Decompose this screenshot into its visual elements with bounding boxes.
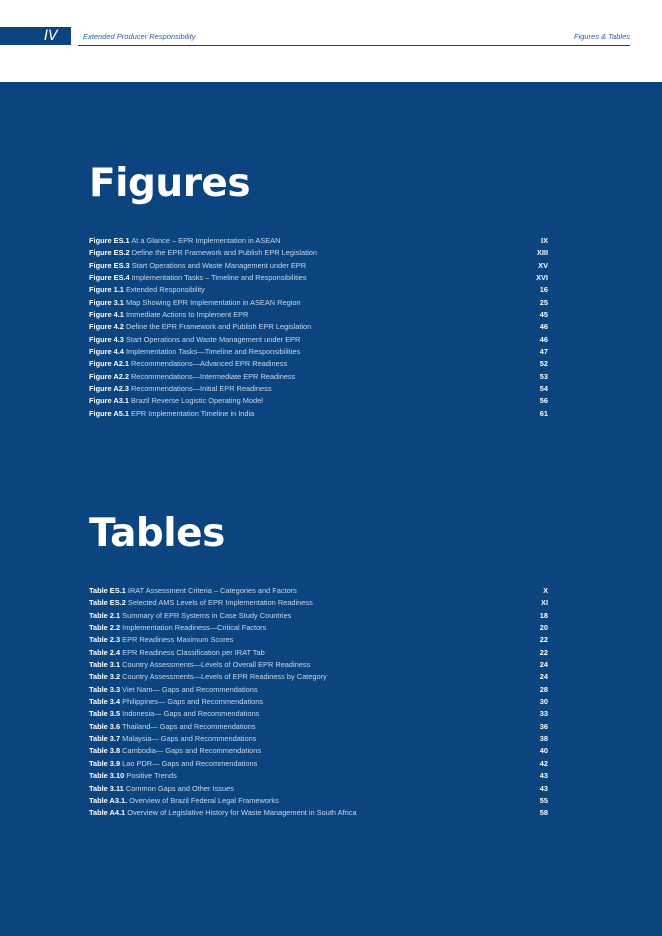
figure-page-number: XIII xyxy=(536,248,548,258)
table-title: Cambodia— Gaps and Recommendations xyxy=(122,746,262,756)
figure-label: Figure ES.3 xyxy=(89,260,130,270)
figure-title: Immediate Actions to Implement EPR xyxy=(125,310,249,320)
figure-page-number: 25 xyxy=(539,297,548,307)
figure-page-number: 56 xyxy=(539,396,548,406)
table-label: Table ES.1 xyxy=(89,586,126,595)
figure-title: Define the EPR Framework and Publish EPR Legislation xyxy=(125,322,312,332)
table-list-item[interactable] xyxy=(89,795,548,807)
table-label: Table 3.9 xyxy=(89,758,121,768)
table-list-item[interactable] xyxy=(89,708,548,720)
table-page-number: 24 xyxy=(539,672,548,682)
table-title: Country Assessments—Levels of EPR Readiness by Category xyxy=(122,672,327,682)
table-list-item[interactable] xyxy=(89,671,548,683)
figure-entry-text xyxy=(89,309,248,321)
figure-list-item[interactable] xyxy=(89,235,548,247)
table-page-number: 43 xyxy=(539,783,548,793)
figure-page-number: XV xyxy=(538,260,548,270)
figure-list-item[interactable] xyxy=(89,260,548,272)
figure-page-number: IX xyxy=(541,236,548,245)
figure-label: Figure ES.1 xyxy=(89,236,130,245)
table-entry-text xyxy=(89,770,177,782)
figure-list-item[interactable] xyxy=(89,346,548,358)
page-number: IV xyxy=(44,28,58,44)
table-entry-text xyxy=(89,659,310,671)
table-list-item[interactable] xyxy=(89,684,548,696)
figure-entry-text xyxy=(89,371,295,383)
figure-title: Recommendations—Advanced EPR Readiness xyxy=(131,359,288,369)
table-entry-text xyxy=(89,696,263,708)
figure-title: Map Showing EPR Implementation in ASEAN Region xyxy=(125,297,301,307)
figure-entry-text xyxy=(89,260,306,272)
table-label: Table 3.6 xyxy=(89,721,121,731)
figure-list-item[interactable] xyxy=(89,358,548,370)
table-title: Overview of Brazil Federal Legal Frameworks xyxy=(129,795,279,805)
table-label: Table A4.1 xyxy=(89,808,126,818)
figure-entry-text xyxy=(89,408,254,420)
table-title: Summary of EPR Systems in Case Study Countries xyxy=(122,610,292,620)
table-entry-text xyxy=(89,634,233,646)
table-title: Indonesia— Gaps and Recommendations xyxy=(122,709,260,719)
figure-entry-text xyxy=(89,272,307,284)
table-label: Table 3.1 xyxy=(89,660,121,670)
table-entry-text xyxy=(89,733,256,745)
table-list-item[interactable] xyxy=(89,745,548,757)
table-list-item[interactable] xyxy=(89,696,548,708)
table-title: EPR Readiness Maximum Scores xyxy=(122,635,234,645)
figure-page-number: 45 xyxy=(539,310,548,320)
figure-page-number: 52 xyxy=(539,359,548,369)
table-list-item[interactable] xyxy=(89,634,548,646)
table-entry-text xyxy=(89,684,258,696)
figure-entry-text xyxy=(89,235,280,247)
table-page-number: 42 xyxy=(539,758,548,768)
table-entry-text xyxy=(89,610,291,622)
figure-list-item[interactable] xyxy=(89,297,548,309)
table-page-number: 30 xyxy=(539,697,548,707)
table-page-number: 24 xyxy=(539,660,548,670)
header-divider xyxy=(78,45,630,46)
table-entry-text xyxy=(89,807,357,819)
figure-list-item[interactable] xyxy=(89,383,548,395)
figure-list-item[interactable] xyxy=(89,321,548,333)
figure-page-number: 46 xyxy=(539,334,548,344)
figure-label: Figure 1.1 xyxy=(89,285,124,295)
table-page-number: 20 xyxy=(539,623,548,633)
table-list-item[interactable] xyxy=(89,807,548,819)
figure-list-item[interactable] xyxy=(89,309,548,321)
figure-title: Start Operations and Waste Management under EPR xyxy=(131,260,307,270)
table-label: Table 3.11 xyxy=(89,783,124,793)
figure-entry-text xyxy=(89,358,287,370)
tables-list xyxy=(89,585,548,820)
table-label: Table A3.1. xyxy=(89,795,128,805)
table-list-item[interactable] xyxy=(89,733,548,745)
figure-entry-text xyxy=(89,395,263,407)
figure-label: Figure 4.1 xyxy=(89,310,124,320)
figure-label: Figure A2.2 xyxy=(89,371,129,381)
figures-list xyxy=(89,235,548,420)
figure-label: Figure ES.4 xyxy=(89,273,130,283)
figure-list-item[interactable] xyxy=(89,371,548,383)
table-page-number: 18 xyxy=(539,610,548,620)
running-header-document-title: Extended Producer Responsibility xyxy=(83,32,196,41)
table-page-number: 22 xyxy=(539,647,548,657)
figure-list-item[interactable] xyxy=(89,247,548,259)
table-title: Positive Trends xyxy=(126,771,177,781)
table-entry-text xyxy=(89,795,279,807)
table-title: Overview of Legislative History for Waste Management in South Africa xyxy=(127,808,357,818)
table-label: Table 3.5 xyxy=(89,709,121,719)
figure-label: Figure A3.1 xyxy=(89,396,129,406)
figure-entry-text xyxy=(89,383,272,395)
table-title: Country Assessments—Levels of Overall EPR Readiness xyxy=(122,660,311,670)
table-entry-text xyxy=(89,783,234,795)
figure-entry-text xyxy=(89,284,205,296)
tables-heading: Tables xyxy=(89,511,225,556)
table-label: Table 2.3 xyxy=(89,635,121,645)
table-page-number: 28 xyxy=(539,684,548,694)
table-list-item[interactable] xyxy=(89,622,548,634)
figure-list-item[interactable] xyxy=(89,334,548,346)
table-entry-text xyxy=(89,671,327,683)
table-title: Viet Nam— Gaps and Recommendations xyxy=(122,684,258,694)
table-list-item[interactable] xyxy=(89,758,548,770)
table-page-number: XI xyxy=(541,598,548,608)
table-entry-text xyxy=(89,647,265,659)
figure-list-item[interactable] xyxy=(89,272,548,284)
table-page-number: 58 xyxy=(539,808,548,818)
table-title: Selected AMS Levels of EPR Implementation Readiness xyxy=(127,598,313,608)
figure-title: Brazil Reverse Logistic Operating Model xyxy=(131,396,263,406)
table-label: Table 3.2 xyxy=(89,672,121,682)
figure-title: Implementation Tasks—Timeline and Responsibilities xyxy=(125,347,301,357)
figure-title: Define the EPR Framework and Publish EPR Legislation xyxy=(131,248,318,258)
figure-list-item[interactable] xyxy=(89,395,548,407)
figure-page-number: XVI xyxy=(536,273,548,283)
figure-title: Recommendations—Intermediate EPR Readiness xyxy=(131,371,296,381)
page-number-tab xyxy=(0,27,71,45)
table-title: Common Gaps and Other Issues xyxy=(125,783,234,793)
table-label: Table 3.4 xyxy=(89,697,121,707)
table-label: Table 3.10 xyxy=(89,771,125,781)
table-label: Table 3.7 xyxy=(89,734,121,744)
table-page-number: 22 xyxy=(539,635,548,645)
figure-label: Figure 4.2 xyxy=(89,322,124,332)
table-page-number: 55 xyxy=(539,795,548,805)
figure-page-number: 53 xyxy=(539,371,548,381)
figure-list-item[interactable] xyxy=(89,408,548,420)
figures-heading: Figures xyxy=(89,161,251,206)
figure-label: Figure 4.3 xyxy=(89,334,124,344)
table-list-item[interactable] xyxy=(89,647,548,659)
figure-label: Figure A2.1 xyxy=(89,359,129,369)
table-list-item[interactable] xyxy=(89,585,548,597)
table-label: Table 3.3 xyxy=(89,684,121,694)
figure-entry-text xyxy=(89,247,317,259)
table-title: Lao PDR— Gaps and Recommendations xyxy=(122,758,258,768)
figure-entry-text xyxy=(89,334,300,346)
table-list-item[interactable] xyxy=(89,783,548,795)
table-list-item[interactable] xyxy=(89,770,548,782)
table-label: Table 2.1 xyxy=(89,610,121,620)
figure-page-number: 54 xyxy=(539,384,548,394)
table-list-item[interactable] xyxy=(89,610,548,622)
figure-title: At a Glance – EPR Implementation in ASEAN xyxy=(131,236,281,245)
figure-page-number: 16 xyxy=(539,285,548,295)
table-title: Implementation Readiness—Critical Factors xyxy=(122,623,267,633)
running-header-section-title: Figures & Tables xyxy=(573,32,630,41)
figure-entry-text xyxy=(89,297,301,309)
table-title: Philippines— Gaps and Recommendations xyxy=(122,697,264,707)
table-page-number: 43 xyxy=(539,771,548,781)
table-entry-text xyxy=(89,758,257,770)
table-title: Thailand— Gaps and Recommendations xyxy=(122,721,256,731)
figure-title: EPR Implementation Timeline in India xyxy=(131,408,255,418)
table-entry-text xyxy=(89,721,256,733)
figure-page-number: 46 xyxy=(539,322,548,332)
table-label: Table ES.2 xyxy=(89,598,126,608)
figure-label: Figure A2.3 xyxy=(89,384,129,394)
figure-page-number: 61 xyxy=(539,408,548,418)
figure-label: Figure ES.2 xyxy=(89,248,130,258)
table-entry-text xyxy=(89,708,259,720)
table-page-number: 38 xyxy=(539,734,548,744)
table-entry-text xyxy=(89,622,266,634)
figure-title: Start Operations and Waste Management under EPR xyxy=(125,334,301,344)
table-page-number: 33 xyxy=(539,709,548,719)
table-title: EPR Readiness Classification per IRAT Tab xyxy=(122,647,265,657)
table-title: IRAT Assessment Criteria – Categories and Factors xyxy=(127,586,297,595)
figure-title: Extended Responsibility xyxy=(125,285,205,295)
table-entry-text xyxy=(89,745,261,757)
table-page-number: 36 xyxy=(539,721,548,731)
table-entry-text xyxy=(89,597,313,609)
table-label: Table 2.2 xyxy=(89,623,121,633)
figure-title: Implementation Tasks – Timeline and Responsibilities xyxy=(131,273,307,283)
table-label: Table 2.4 xyxy=(89,647,121,657)
figure-title: Recommendations—Initial EPR Readiness xyxy=(131,384,272,394)
table-list-item[interactable] xyxy=(89,659,548,671)
figure-entry-text xyxy=(89,321,311,333)
figure-label: Figure 4.4 xyxy=(89,347,124,357)
table-label: Table 3.8 xyxy=(89,746,121,756)
table-entry-text xyxy=(89,585,297,597)
figure-entry-text xyxy=(89,346,300,358)
figure-label: Figure 3.1 xyxy=(89,297,124,307)
table-page-number: 40 xyxy=(539,746,548,756)
figure-list-item[interactable] xyxy=(89,284,548,296)
table-title: Malaysia— Gaps and Recommendations xyxy=(122,734,257,744)
figure-label: Figure A5.1 xyxy=(89,408,129,418)
table-list-item[interactable] xyxy=(89,597,548,609)
figure-page-number: 47 xyxy=(539,347,548,357)
table-list-item[interactable] xyxy=(89,721,548,733)
table-page-number: X xyxy=(543,586,548,595)
